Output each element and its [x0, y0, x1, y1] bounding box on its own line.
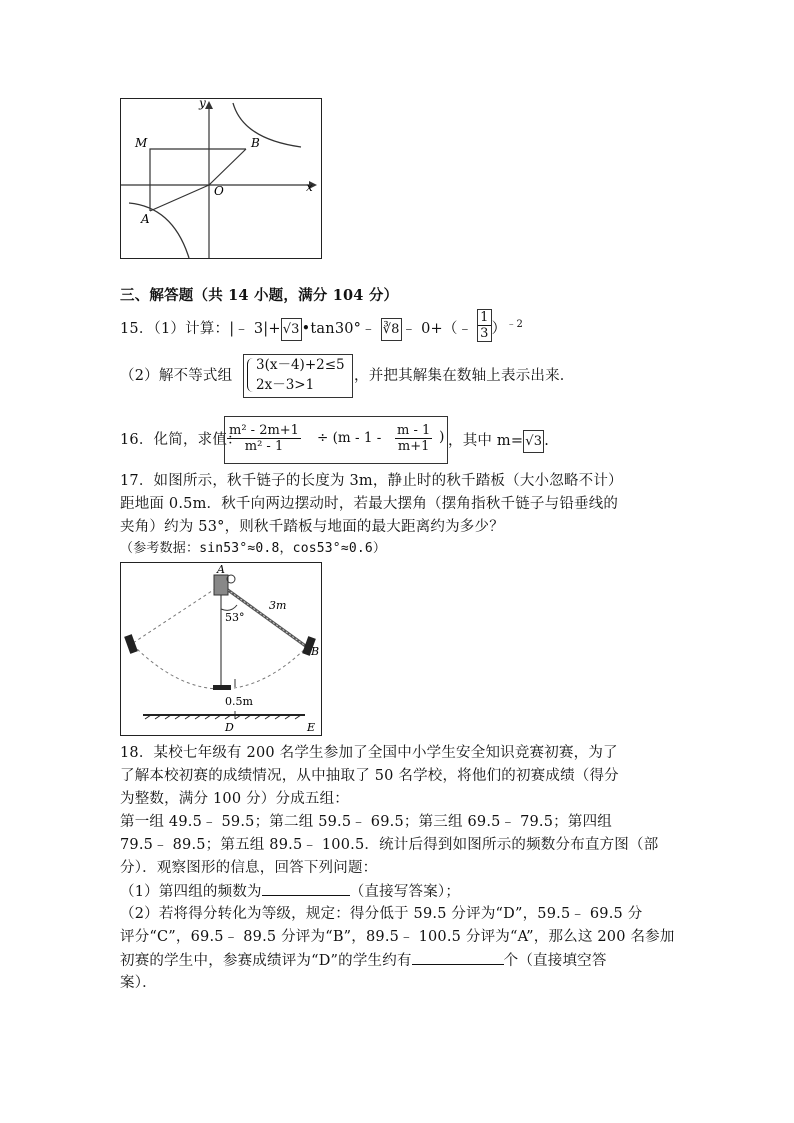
section-title: 三、解答题（共 14 小题，满分 104 分）	[120, 287, 399, 304]
q15-frac-num: 1	[480, 310, 489, 326]
label-height: 0.5m	[225, 695, 253, 708]
q16-fraction-1	[227, 423, 301, 454]
q16-end: .	[544, 433, 549, 449]
q16-f2-num: m - 1	[397, 423, 431, 438]
left-seat-icon	[124, 634, 138, 654]
q18-line5: 79.5﹣ 89.5；第五组 89.5﹣ 100.5．统计后得到如图所示的频数分布直方图（部	[120, 837, 659, 853]
q16-close: )	[439, 429, 445, 445]
label-D: D	[225, 721, 234, 734]
q17-line4: （参考数据：sin53°≈0.8，cos53°≈0.6）	[120, 541, 387, 556]
q16-suffix-line	[448, 430, 549, 453]
sqrt3-box: √3	[281, 318, 302, 341]
hyperbola-branch-upper	[233, 103, 301, 147]
label-B: B	[311, 645, 320, 658]
q15-line1	[120, 310, 524, 342]
inequality-system-box	[243, 354, 353, 398]
q15-line2-suffix: ，并把其解集在数轴上表示出来．	[354, 368, 575, 384]
q18-line3: 为整数，满分 100 分）分成五组：	[120, 791, 349, 807]
bottom-seat-icon	[213, 685, 231, 690]
inequality-1: 3(x－4)+2≤5	[256, 357, 345, 373]
pivot-icon	[214, 575, 228, 595]
q18-line11: 案）．	[120, 975, 157, 991]
y-axis-arrow	[205, 101, 213, 109]
segment-AO	[150, 185, 209, 211]
coordinate-figure	[120, 98, 322, 259]
hyperbola-branch-lower	[129, 203, 189, 258]
q18-line7	[120, 881, 460, 903]
brace-icon	[247, 358, 254, 392]
left-chain-dashed	[133, 585, 221, 643]
q16-mval-box: √3	[523, 430, 544, 453]
segment-OB	[209, 149, 246, 185]
q15-prefix: 15．（1）计算：|﹣ 3|+	[120, 320, 281, 337]
q18-line4: 第一组 49.5﹣ 59.5；第二组 59.5﹣ 69.5；第三组 69.5﹣ 79.5；第四组	[120, 814, 612, 830]
q15-tan: •tan30°﹣	[301, 320, 376, 337]
q17-line1: 17．如图所示，秋千链子的长度为 3m，静止时的秋千踏板（大小忽略不计）	[120, 473, 623, 489]
answer-blank-1[interactable]	[262, 881, 350, 896]
label-A: A	[217, 563, 225, 576]
label-angle: 53°	[225, 611, 245, 624]
inequality-2: 2x－3>1	[256, 377, 315, 393]
q15-fraction	[477, 309, 491, 342]
q16-f1-num: m² - 2m+1	[229, 423, 299, 438]
q16-f1-den: m² - 1	[244, 439, 284, 454]
q17-line2: 距地面 0.5m．秋千向两边摆动时，若最大摆角（摆角指秋千链子与铅垂线的	[120, 496, 619, 512]
q16-div: ÷ (m - 1 -	[317, 430, 382, 446]
label-x: x	[306, 180, 313, 194]
q18-line8: （2）若将得分转化为等级，规定：得分低于 59.5 分评为“D”，59.5﹣ 69.5 分	[120, 906, 643, 922]
q15-exp: ﹣2	[506, 319, 524, 330]
q18-line10	[120, 950, 607, 972]
q16-expression-box	[224, 416, 448, 464]
swing-figure	[120, 562, 322, 736]
label-O: O	[214, 184, 224, 198]
q15-line2-label: （2）解不等式组	[120, 368, 233, 384]
label-y: y	[199, 99, 206, 110]
q18-line7-prefix: （1）第四组的频数为	[120, 884, 262, 900]
q16-fraction-2	[395, 423, 432, 454]
q18-line6: 分）．观察图形的信息，回答下列问题：	[120, 860, 378, 876]
q16-suffix: ，其中 m=	[448, 433, 524, 449]
answer-blank-2[interactable]	[412, 950, 504, 965]
label-length: 3m	[269, 599, 287, 612]
label-M: M	[135, 136, 148, 150]
q15-close: ）	[491, 320, 507, 337]
q18-line9: 评分“C”，69.5﹣ 89.5 分评为“B”，89.5﹣ 100.5 分评为“A”，那么这 200 名参加	[120, 929, 675, 945]
cbrt8-box: ∛8	[381, 318, 402, 341]
q17-line3: 夹角）约为 53°，则秋千踏板与地面的最大距离约为多少？	[120, 519, 504, 535]
q18-line2: 了解本校初赛的成绩情况，从中抽取了 50 名学校，将他们的初赛成绩（得分	[120, 768, 619, 784]
q16-prefix: 16．化简，求值：	[120, 432, 242, 448]
angle-arc	[221, 605, 237, 610]
label-E: E	[307, 721, 316, 734]
label-A: A	[141, 212, 150, 226]
q16-f2-den: m+1	[397, 439, 430, 454]
coordinate-figure-svg	[121, 99, 321, 258]
q15-frac-den: 3	[480, 326, 489, 342]
q18-line10-prefix: 初赛的学生中，参赛成绩评为“D”的学生约有	[120, 953, 412, 969]
q18-line1: 18．某校七年级有 200 名学生参加了全国中小学生安全知识竞赛初赛，为了	[120, 745, 618, 761]
rectangle-lines	[150, 149, 246, 211]
q18-line10-suffix: 个（直接填空答	[503, 953, 607, 969]
q15-pow0: ﹣ 0+（﹣	[401, 320, 473, 337]
label-B: B	[251, 136, 260, 150]
swing-figure-svg	[121, 563, 321, 735]
q18-line7-suffix: （直接写答案）；	[349, 884, 461, 900]
